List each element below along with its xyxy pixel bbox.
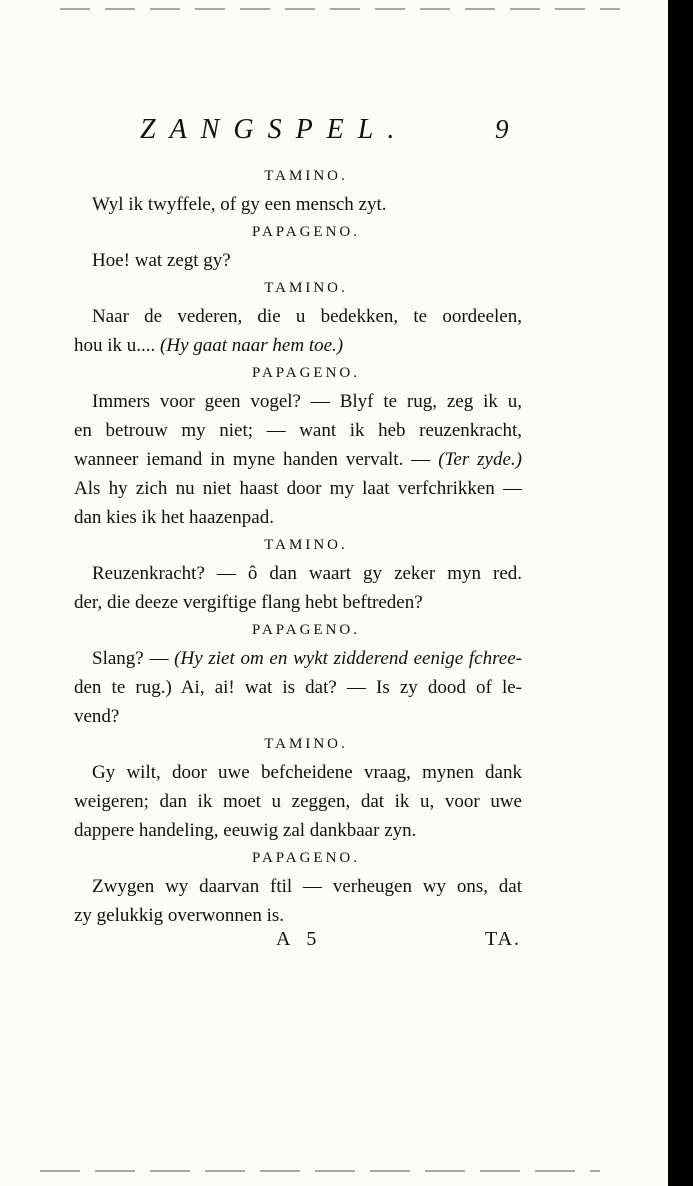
page-top-edge	[60, 8, 620, 10]
speech-line: Wyl ik twyffele, of gy een mensch zyt.	[92, 194, 387, 215]
speaker-name: PAPAGENO.	[251, 365, 360, 381]
speaker-name: PAPAGENO.	[251, 850, 360, 866]
speech-line: Reuzenkracht? — ô dan waart gy zeker myn red.	[92, 563, 522, 584]
speaker-name: PAPAGENO.	[251, 224, 360, 240]
speech-line: der, die deeze vergiftige flang hebt beftreden?	[74, 592, 423, 613]
page-number: 9	[495, 114, 509, 144]
speech	[50, 302, 522, 360]
speaker-name: TAMINO.	[264, 537, 348, 553]
speech	[50, 190, 522, 219]
speech-line: weigeren; dan ik moet u zeggen, dat ik u, voor uwe	[74, 791, 522, 812]
speech-line: Hoe! wat zegt gy?	[92, 250, 231, 271]
dialogue-text	[50, 163, 522, 930]
running-title: ZANGSPEL.	[140, 114, 409, 145]
signature-mark: A 5	[276, 928, 323, 950]
speech-line: zy gelukkig overwonnen is.	[74, 905, 285, 926]
speech	[50, 559, 522, 617]
speech-line: Gy wilt, door uwe befcheidene vraag, mynen dank	[92, 762, 522, 783]
speech-line: Immers voor geen vogel? — Blyf te rug, zeg ik u,	[92, 391, 522, 412]
speech-line: vend?	[74, 706, 120, 727]
speech	[50, 644, 522, 731]
speaker-name: PAPAGENO.	[251, 622, 360, 638]
speech-line: en betrouw my niet; — want ik heb reuzenkracht,	[74, 420, 522, 441]
speech-line: dappere handeling, eeuwig zal dankbaar zyn.	[74, 820, 417, 841]
speech-line: Als hy zich nu niet haast door my laat verfchrikken —	[74, 478, 522, 499]
speech	[50, 387, 522, 532]
speaker-name: TAMINO.	[264, 168, 348, 184]
speech-line: Zwygen wy daarvan ftil — verheugen wy ons, dat	[92, 876, 522, 897]
speech-line: Slang? — (Hy ziet om en wykt zidderend eenige fchree-	[92, 648, 522, 669]
page-footer	[0, 928, 668, 958]
speech-line: wanneer iemand in myne handen vervalt. — (Ter zyde.)	[74, 449, 522, 470]
speaker-name: TAMINO.	[264, 736, 348, 752]
speech-line: dan kies ik het haazenpad.	[74, 507, 274, 528]
speech	[50, 758, 522, 845]
speech-line: Naar de vederen, die u bedekken, te oordeelen,	[92, 306, 522, 327]
speaker-name: TAMINO.	[264, 280, 348, 296]
page-bottom-edge	[40, 1170, 600, 1172]
speech	[50, 872, 522, 930]
scan-border	[668, 0, 693, 1186]
page-header	[0, 112, 668, 152]
speech-line: hou ik u.... (Hy gaat naar hem toe.)	[74, 335, 344, 356]
speech-line: den te rug.) Ai, ai! wat is dat? — Is zy dood of le-	[74, 677, 522, 698]
catchword: TA.	[485, 928, 522, 950]
speech	[50, 246, 522, 275]
